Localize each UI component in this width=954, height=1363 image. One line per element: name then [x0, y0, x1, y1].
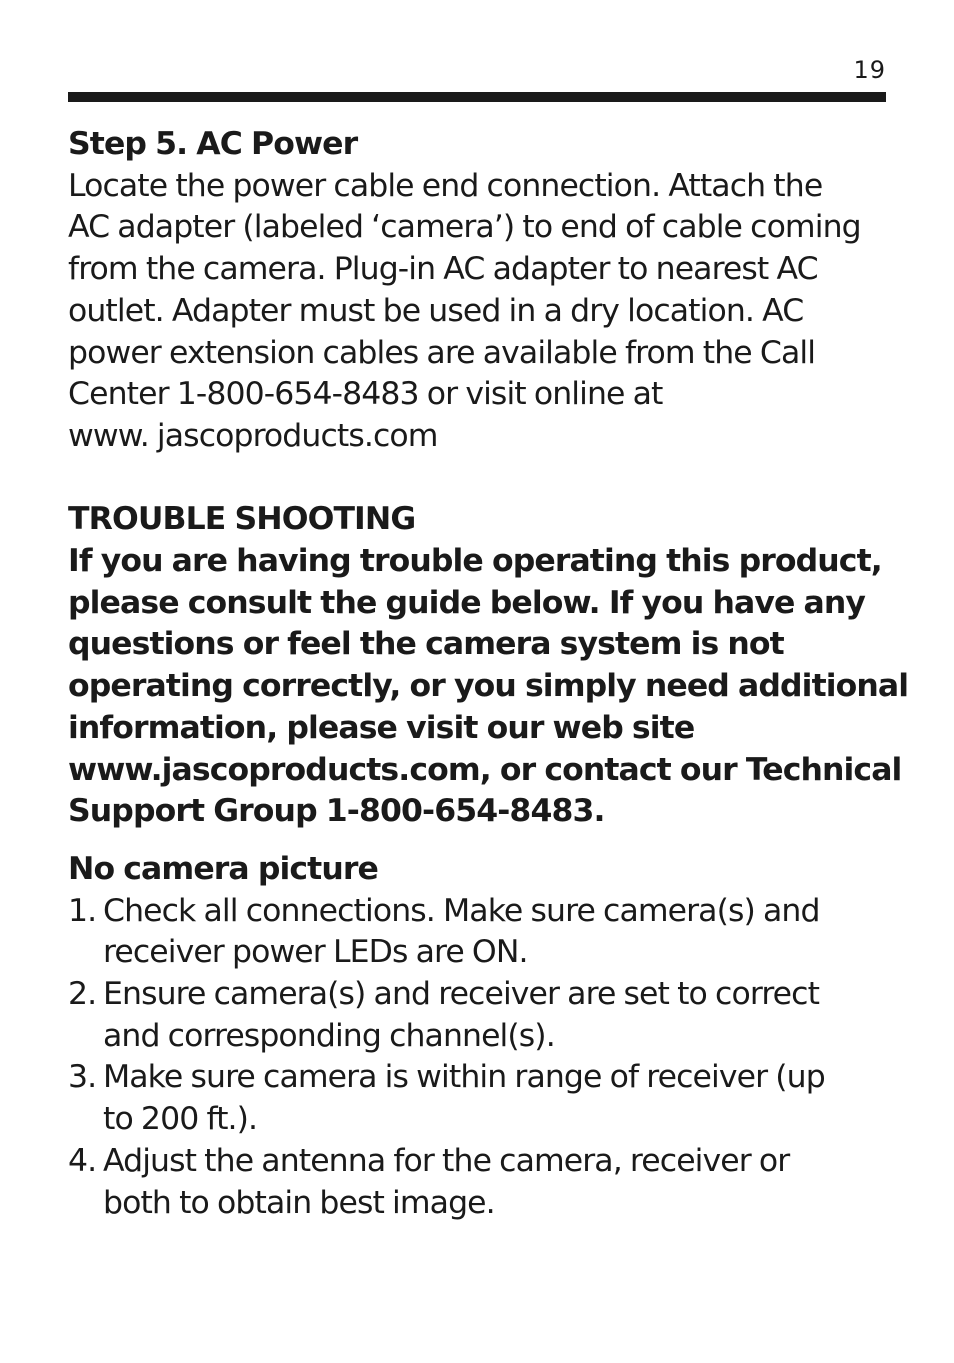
troubleshooting-line: Support Group 1-800-654-8483. [68, 793, 605, 830]
troubleshooting-line: operating correctly, or you simply need additional [68, 668, 909, 705]
step5-line: power extension cables are available from the Call [68, 334, 816, 371]
troubleshooting-heading: TROUBLE SHOOTING [68, 501, 416, 538]
step5-line: outlet. Adapter must be used in a dry location. AC [68, 292, 804, 329]
step5-paragraph [68, 166, 898, 458]
page-content [68, 124, 909, 1224]
step5-line: Locate the power cable end connection. Attach the [68, 167, 823, 204]
top-rule [68, 92, 886, 102]
list-item-number: 1. [68, 892, 97, 929]
list-item-number: 2. [68, 976, 97, 1013]
troubleshooting-line: please consult the guide below. If you have any [68, 584, 866, 621]
step5-line: www. jascoproducts.com [68, 417, 438, 454]
list-item [68, 974, 898, 1057]
step5-line: from the camera. Plug-in AC adapter to nearest AC [68, 251, 818, 288]
list-item [68, 1141, 898, 1224]
list-item-number: 3. [68, 1059, 97, 1096]
list-item-line: Adjust the antenna for the camera, receiver or [103, 1142, 790, 1179]
list-item [68, 891, 898, 974]
step5-line: Center 1-800-654-8483 or visit online at [68, 376, 663, 413]
list-item-number: 4. [68, 1142, 97, 1179]
list-item-line: Make sure camera is within range of receiver (up [103, 1059, 825, 1096]
step5-line: AC adapter (labeled ‘camera’) to end of cable coming [68, 209, 861, 246]
troubleshooting-line: www.jascoproducts.com, or contact our Technical [68, 751, 902, 788]
list-item-line: Ensure camera(s) and receiver are set to correct [103, 976, 820, 1013]
troubleshooting-line: questions or feel the camera system is not [68, 626, 784, 663]
list-item-line: to 200 ft.). [103, 1101, 258, 1138]
troubleshooting-line: information, please visit our web site [68, 709, 695, 746]
troubleshooting-line: If you are having trouble operating this product, [68, 543, 882, 580]
list-item-line: and corresponding channel(s). [103, 1017, 555, 1054]
page-number: 19 [853, 56, 886, 84]
list-item-line: Check all connections. Make sure camera(s) and [103, 892, 820, 929]
list-item-line: receiver power LEDs are ON. [103, 934, 528, 971]
troubleshooting-paragraph [68, 541, 909, 833]
list-item-line: both to obtain best image. [103, 1184, 495, 1221]
no-picture-heading: No camera picture [68, 850, 378, 887]
no-picture-list [68, 891, 898, 1225]
step5-heading: Step 5. AC Power [68, 126, 358, 162]
list-item [68, 1057, 898, 1140]
